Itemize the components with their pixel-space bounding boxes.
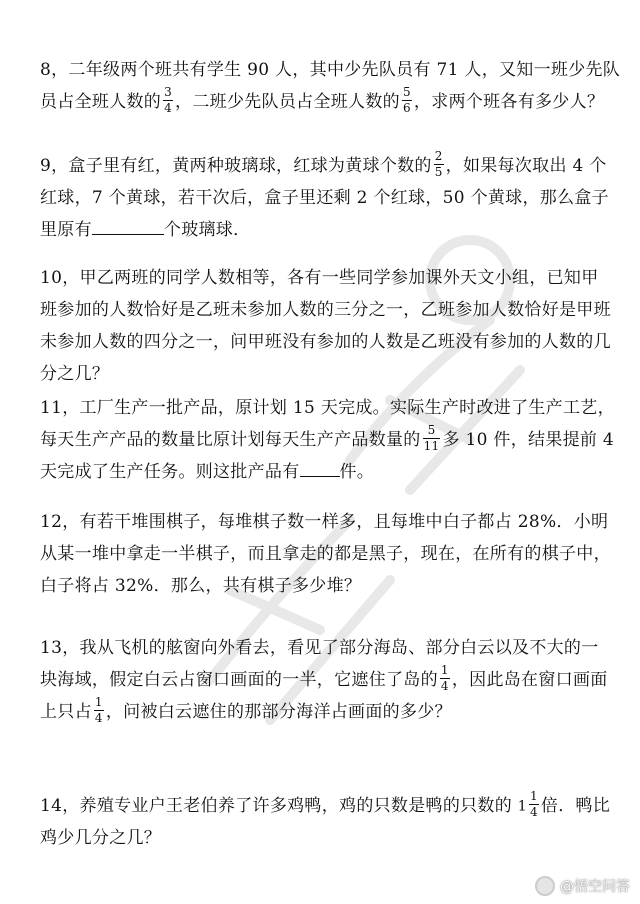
problem-line xyxy=(40,262,612,294)
problem-text: 红球，7 个黄球，若干次后，盒子里还剩 2 个红球，50 个黄球，那么盒子 xyxy=(40,188,609,208)
problem-9 xyxy=(40,150,612,246)
source-watermark-text: @悟空问答 xyxy=(560,879,630,895)
problem-text: 8，二年级两个班共有学生 90 人，其中少先队员有 71 人，又知一班少先队 xyxy=(40,60,621,80)
fraction-numerator: 1 xyxy=(440,663,449,677)
logo-icon xyxy=(535,876,555,896)
problem-text: 分之几？ xyxy=(40,364,110,384)
problem-text: 12，有若干堆围棋子，每堆棋子数一样多，且每堆中白子都占 28%．小明 xyxy=(40,512,609,532)
fraction-denominator: 6 xyxy=(402,101,411,115)
fraction xyxy=(440,664,450,693)
answer-blank xyxy=(300,458,340,477)
problem-line xyxy=(40,664,612,696)
problem-line xyxy=(40,423,615,456)
fraction xyxy=(402,86,412,115)
fraction-numerator: 5 xyxy=(402,85,411,99)
problem-line xyxy=(40,54,621,86)
problem-line xyxy=(40,538,612,570)
problem-line xyxy=(40,150,612,182)
problem-text: 每天生产产品的数量比原计划每天生产产品数量的 xyxy=(40,430,421,450)
fraction-numerator: 1 xyxy=(529,789,538,803)
problem-text: 件。 xyxy=(339,462,375,482)
fraction-numerator: 5 xyxy=(427,423,436,437)
fraction xyxy=(94,696,104,725)
problem-text: 从某一堆中拿走一半棋子，而且拿走的都是黑子，现在，在所有的棋子中， xyxy=(40,544,611,564)
fraction-denominator: 4 xyxy=(164,101,173,115)
fraction-numerator: 3 xyxy=(164,85,173,99)
problem-14 xyxy=(40,790,612,854)
problem-text: ，如果每次取出 4 个 xyxy=(445,156,607,176)
problem-12 xyxy=(40,506,612,602)
fraction-denominator: 4 xyxy=(94,711,103,725)
problem-line xyxy=(40,358,612,390)
problem-text: ，因此岛在窗口画面 xyxy=(451,670,608,690)
problem-text: 14，养殖专业户王老伯养了许多鸡鸭，鸡的只数是鸭的只数的 xyxy=(40,796,518,816)
mixed-number-whole: 1 xyxy=(517,798,527,815)
problem-line xyxy=(40,86,612,118)
problem-line xyxy=(40,326,612,358)
problem-line xyxy=(40,696,612,728)
problem-text: 鸡少几分之几？ xyxy=(40,828,162,848)
problem-line xyxy=(40,392,615,424)
problem-line xyxy=(40,822,612,854)
problem-text: 倍．鸭比 xyxy=(540,796,611,816)
problem-line xyxy=(40,214,612,246)
problem-text: 13，我从飞机的舷窗向外看去，看见了部分海岛、部分白云以及不大的一 xyxy=(40,638,599,658)
problem-text: 未参加人数的四分之一，问甲班没有参加的人数是乙班没有参加的人数的几 xyxy=(40,332,611,352)
problem-text: 白子将占 32%．那么，共有棋子多少堆？ xyxy=(40,576,362,596)
problem-text: 班参加的人数恰好是乙班未参加人数的三分之一，乙班参加人数恰好是甲班 xyxy=(40,300,611,320)
fraction-denominator: 5 xyxy=(434,165,443,179)
problem-line xyxy=(40,632,612,664)
fraction xyxy=(434,150,444,179)
problem-text: ，问被白云遮住的那部分海洋占画面的多少？ xyxy=(105,702,452,722)
problem-text: 员占全班人数的 xyxy=(40,92,162,112)
problem-line xyxy=(40,506,612,538)
problem-text: 11，工厂生产一批产品，原计划 15 天完成。实际生产时改进了生产工艺， xyxy=(40,398,615,418)
fraction xyxy=(423,424,441,453)
problem-text: ，求两个班各有多少人？ xyxy=(413,92,605,112)
fraction xyxy=(163,86,173,115)
problem-text: 里原有 xyxy=(40,220,92,240)
problem-line xyxy=(40,182,612,214)
fraction-denominator: 4 xyxy=(440,679,449,693)
problem-text: 9，盒子里有红，黄两种玻璃球，红球为黄球个数的 xyxy=(40,156,432,176)
problem-text: 块海域，假定白云占窗口画面的一半，它遮住了岛的 xyxy=(40,670,438,690)
fraction xyxy=(529,790,539,819)
fraction-numerator: 1 xyxy=(94,695,103,709)
problem-text: 天完成了生产任务。则这批产品有 xyxy=(40,462,300,482)
problem-text: 10，甲乙两班的同学人数相等，各有一些同学参加课外天文小组，已知甲 xyxy=(40,268,599,288)
source-watermark xyxy=(535,876,630,896)
problem-text: 上只占 xyxy=(40,702,92,722)
problem-line xyxy=(40,570,612,602)
fraction-denominator: 4 xyxy=(529,805,538,819)
problem-line xyxy=(40,790,612,822)
problem-line xyxy=(40,456,612,488)
problem-text: 多 10 件，结果提前 4 xyxy=(442,430,615,450)
problem-11 xyxy=(40,392,615,488)
problem-13 xyxy=(40,632,612,728)
problem-8 xyxy=(40,54,621,118)
problem-line xyxy=(40,294,612,326)
answer-blank xyxy=(92,216,164,235)
fraction-numerator: 2 xyxy=(434,149,443,163)
problem-text: ，二班少先队员占全班人数的 xyxy=(175,92,400,112)
fraction-denominator: 11 xyxy=(423,439,440,453)
problem-text: 个玻璃球． xyxy=(163,220,251,240)
problem-10 xyxy=(40,262,612,390)
